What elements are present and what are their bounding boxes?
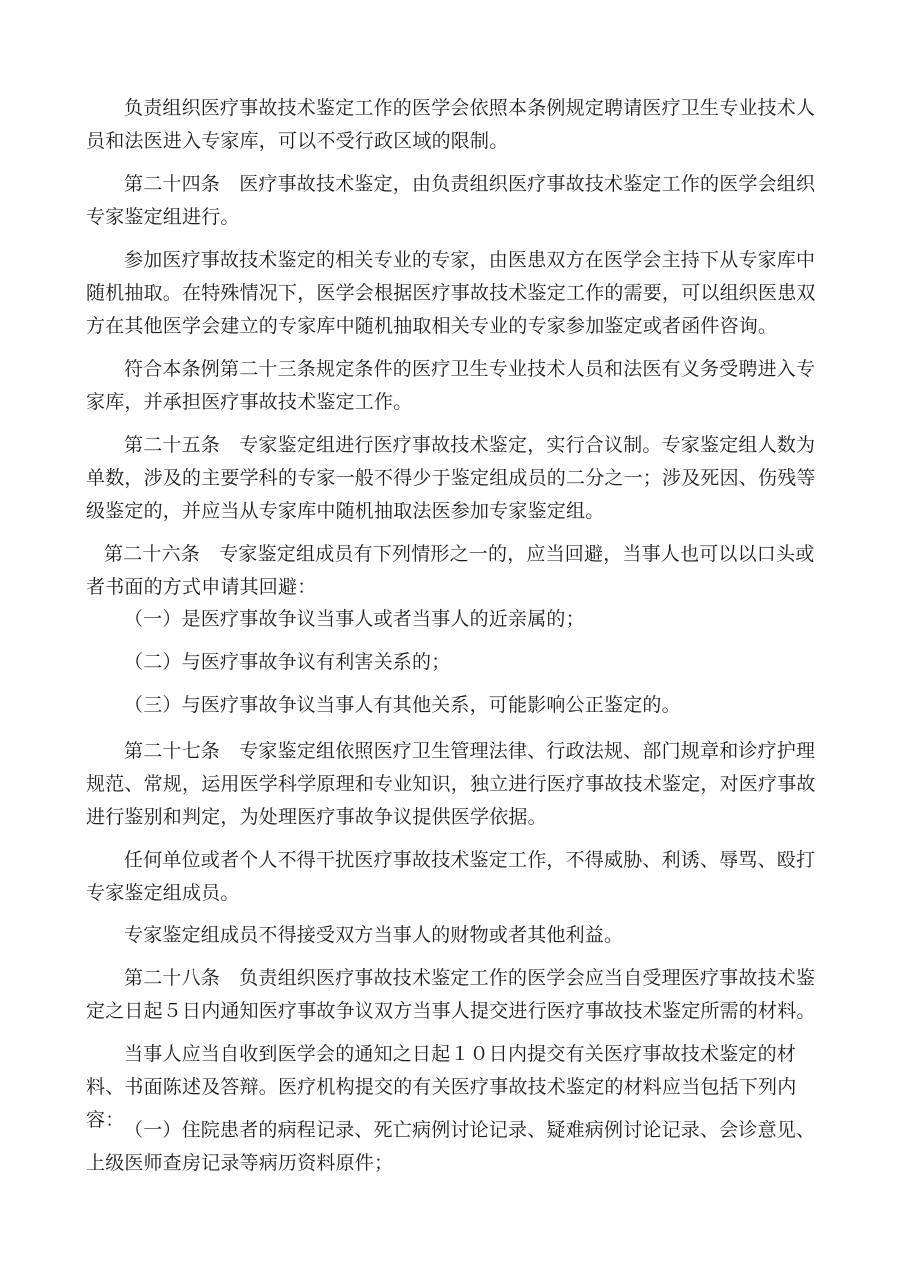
list-item-recusal-1: （一）是医疗事故争议当事人或者当事人的近亲属的；: [124, 608, 585, 630]
paragraph-no-gifts: 专家鉴定组成员不得接受双方当事人的财物或者其他利益。: [124, 924, 624, 946]
list-item-recusal-2: （二）与医疗事故争议有利害关系的；: [124, 651, 451, 673]
paragraph-article-26: 第二十六条 专家鉴定组成员有下列情形之一的，应当回避，当事人也可以以口头或者书面的方式申请其回避：: [86, 543, 815, 598]
list-item-recusal-3: （三）与医疗事故争议当事人有其他关系，可能影响公正鉴定的。: [124, 694, 681, 716]
paragraph-obligation-to-serve: 符合本条例第二十三条规定条件的医疗卫生专业技术人员和法医有义务受聘进入专家库，并承担医疗事故技术鉴定工作。: [86, 358, 816, 413]
list-item-materials-1: （一）住院患者的病程记录、死亡病例讨论记录、疑难病例讨论记录、会诊意见、上级医师查房记录等病历资料原件；: [86, 1119, 816, 1174]
paragraph-submission-deadline: 当事人应当自收到医学会的通知之日起１０日内提交有关医疗事故技术鉴定的材料、书面陈述及答辩。医疗机构提交的有关医疗事故技术鉴定的材料应当包括下列内容：: [86, 1043, 797, 1131]
paragraph-expert-library-hiring: 负责组织医疗事故技术鉴定工作的医学会依照本条例规定聘请医疗卫生专业技术人员和法医进入专家库，可以不受行政区域的限制。: [86, 97, 816, 152]
paragraph-random-selection: 参加医疗事故技术鉴定的相关专业的专家，由医患双方在医学会主持下从专家库中随机抽取。在特殊情况下，医学会根据医疗事故技术鉴定工作的需要，可以组织医患双方在其他医学会建立的专家库中随机抽取相关专业的专家参加鉴定或者函件咨询。: [86, 249, 816, 337]
paragraph-no-interference: 任何单位或者个人不得干扰医疗事故技术鉴定工作，不得威胁、利诱、辱骂、殴打专家鉴定组成员。: [86, 849, 816, 904]
paragraph-article-28: 第二十八条 负责组织医疗事故技术鉴定工作的医学会应当自受理医疗事故技术鉴定之日起５日内通知医疗事故争议双方当事人提交进行医疗事故技术鉴定所需的材料。: [86, 967, 816, 1022]
paragraph-article-24: 第二十四条 医疗事故技术鉴定，由负责组织医疗事故技术鉴定工作的医学会组织专家鉴定组进行。: [86, 173, 816, 228]
paragraph-article-27: 第二十七条 专家鉴定组依照医疗卫生管理法律、行政法规、部门规章和诊疗护理规范、常规，运用医学科学原理和专业知识，独立进行医疗事故技术鉴定，对医疗事故进行鉴别和判定，为处理医疗事故争议提供医学依据。: [86, 740, 816, 828]
paragraph-article-25: 第二十五条 专家鉴定组进行医疗事故技术鉴定，实行合议制。专家鉴定组人数为单数，涉及的主要学科的专家一般不得少于鉴定组成员的二分之一；涉及死因、伤残等级鉴定的，并应当从专家库中随机抽取法医参加专家鉴定组。: [86, 434, 816, 522]
